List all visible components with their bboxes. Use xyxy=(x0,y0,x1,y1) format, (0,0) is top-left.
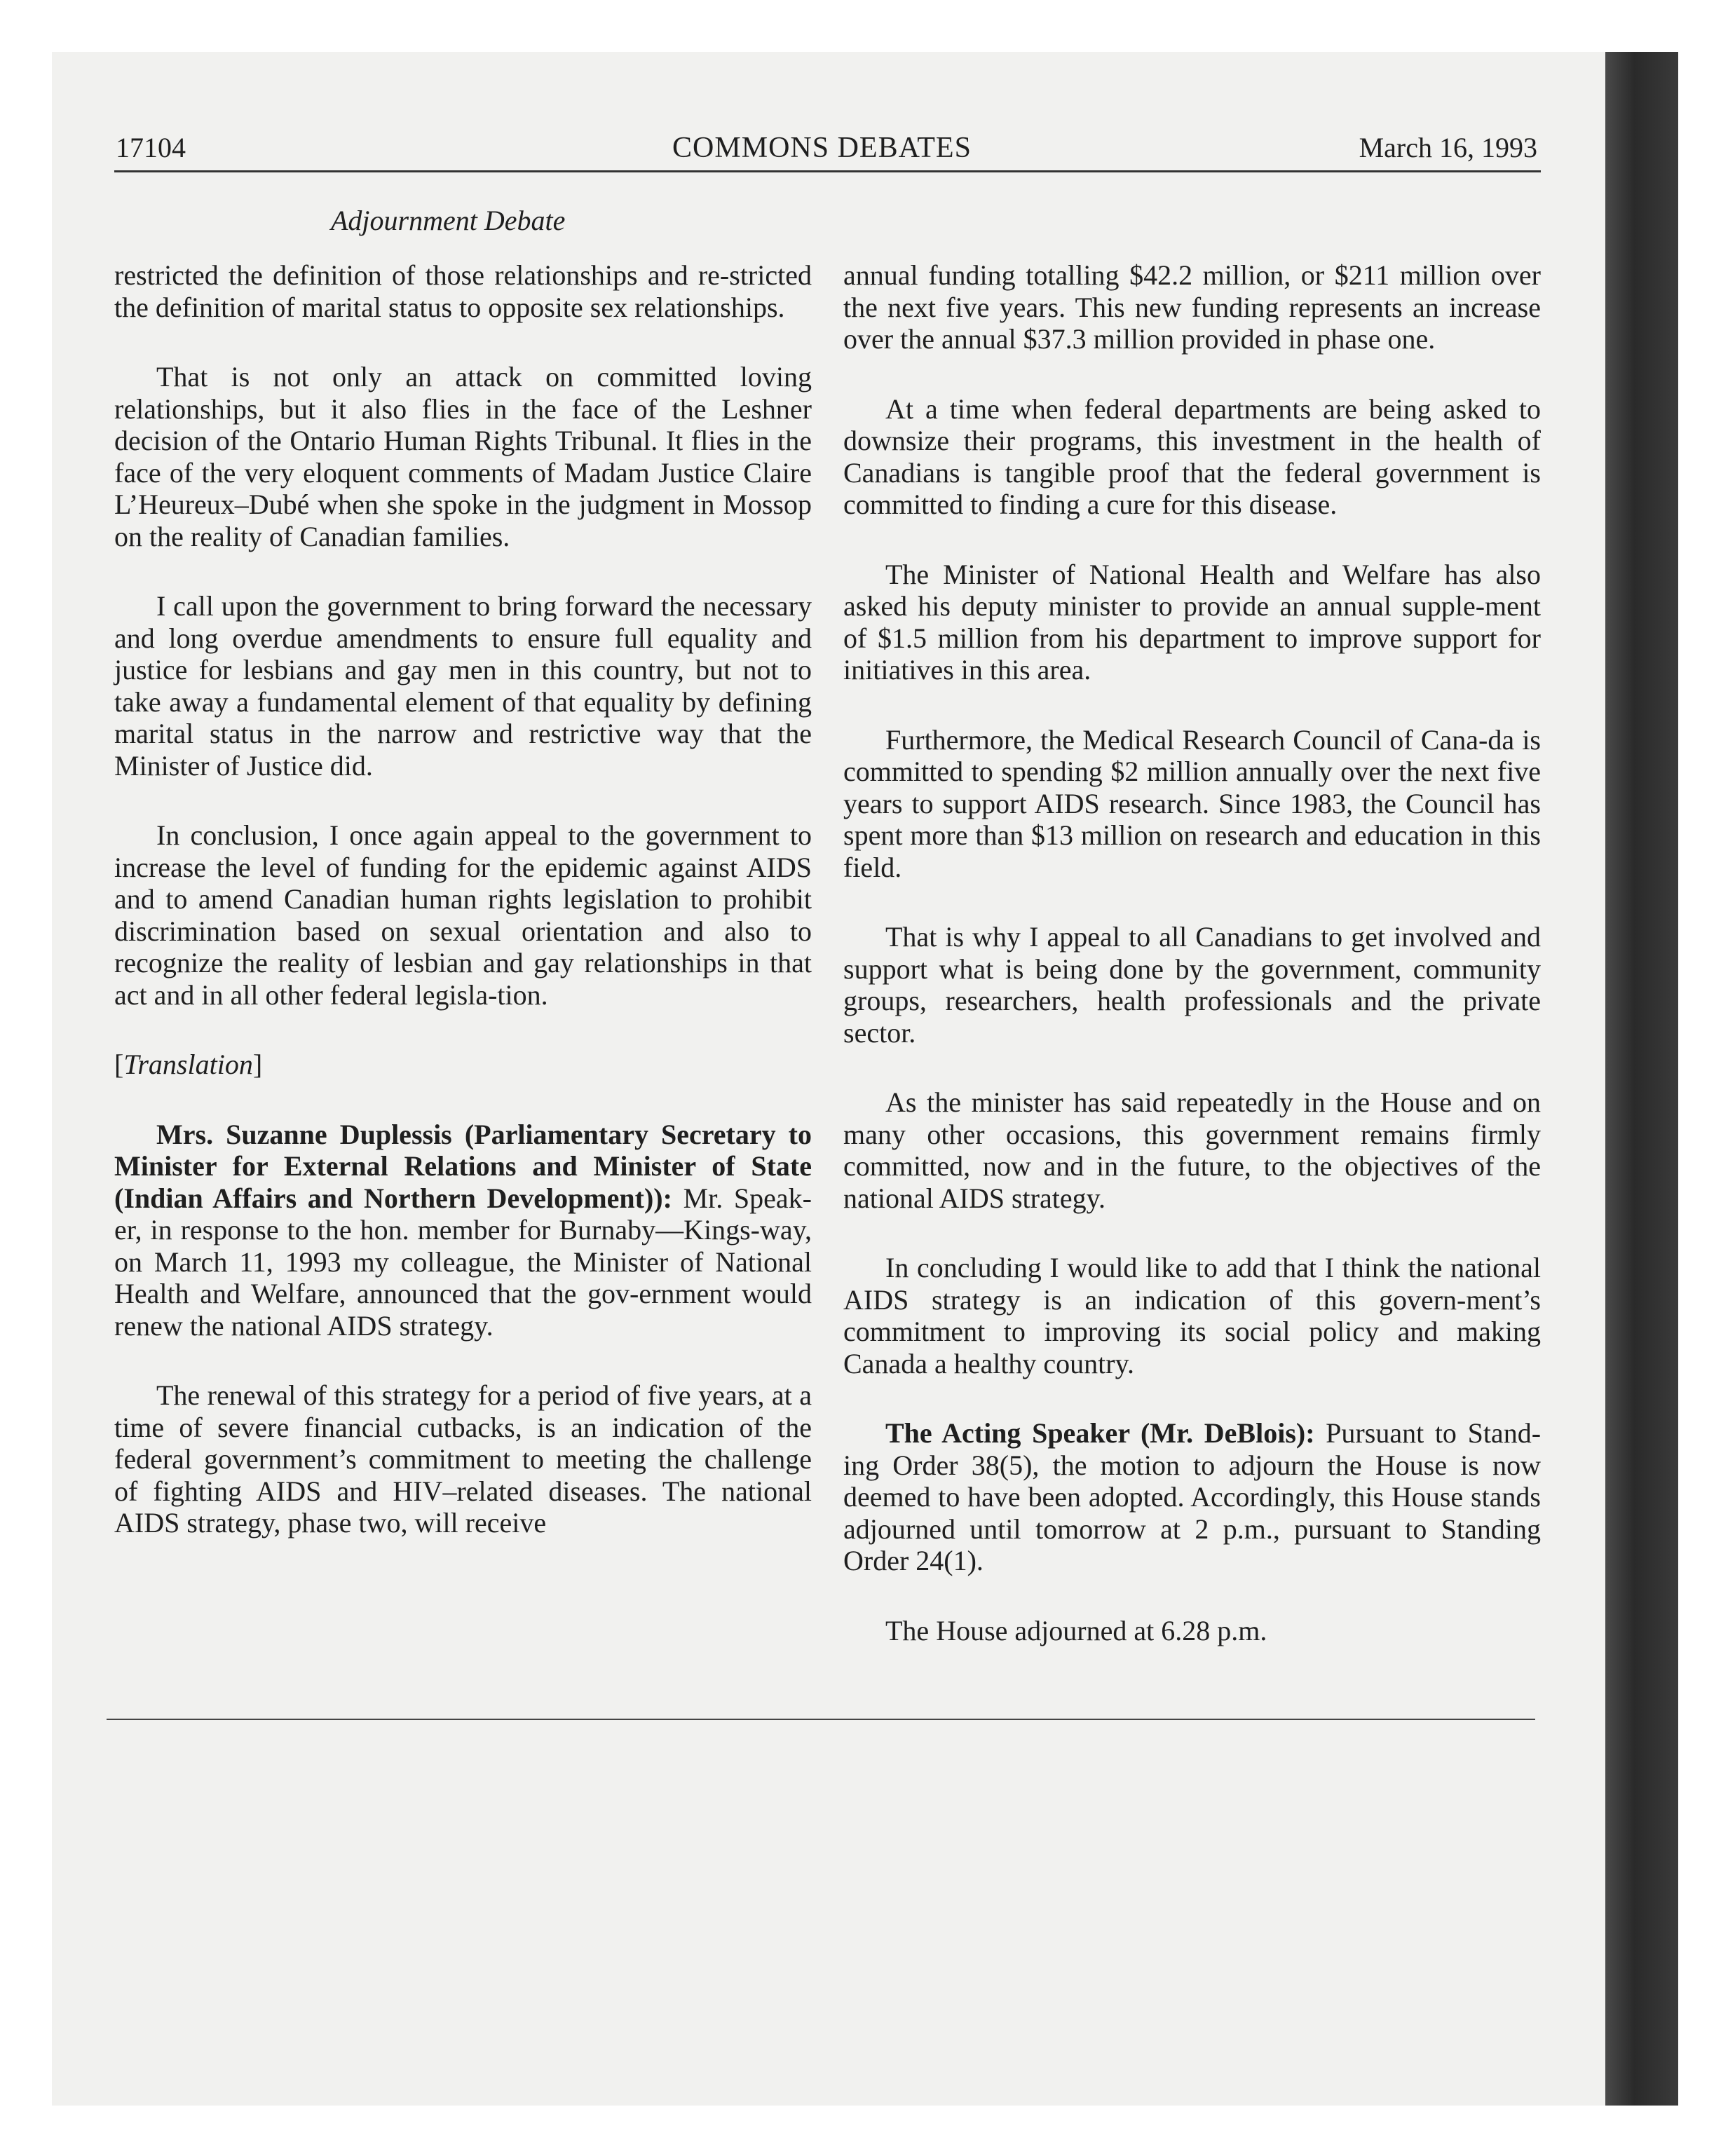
paragraph-speech xyxy=(114,1119,812,1342)
speech-text: Mr. Speak-er, in response to the hon. member for Burnaby—Kings-way, on March 11, 1993 my colleague, the Minister of National Health and Welfare, announced that the gov-ernment would renew the national AIDS strategy. xyxy=(114,1182,812,1342)
page-number: 17104 xyxy=(116,132,186,163)
page-date: March 16, 1993 xyxy=(1359,132,1537,163)
paragraph: The Minister of National Health and Welfare has also asked his deputy minister to provide an annual supple-ment of $1.5 million from his department to improve support for initiatives in this area. xyxy=(843,558,1541,685)
paragraph: The renewal of this strategy for a period of five years, at a time of severe financial cutbacks, is an indication of the federal government’s commitment to meeting the challenge of fighting AIDS and HIV–related diseases. The national AIDS strategy, phase two, will receive xyxy=(114,1379,812,1538)
paragraph: In conclusion, I once again appeal to the government to increase the level of funding for the epidemic against AIDS and to amend Canadian human rights legislation to prohibit discrimination based on sexual orientation and also to recognize the reality of lesbian and gay relationships in that act and in all other federal legisla-tion. xyxy=(114,819,812,1011)
speaker-name: The Acting Speaker (Mr. DeBlois): xyxy=(885,1417,1315,1449)
speech-text: Pursuant to Stand-ing Order 38(5), the motion to adjourn the House is now deemed to have been adopted. Accordingly, this House stands adjourned until tomorrow at 2 p.m., pursuant to Standing Order 24(1). xyxy=(843,1417,1542,1576)
right-column xyxy=(843,259,1541,1684)
paragraph: I call upon the government to bring forward the necessary and long overdue amendments to ensure full equality and justice for lesbians and gay men in this country, but not to take away a fundamental element of that equality by defining marital status in the narrow and restrictive way that the Minister of Justice did. xyxy=(114,590,812,782)
paragraph: annual funding totalling $42.2 million, or $211 million over the next five years. This new funding represents an increase over the annual $37.3 million provided in phase one. xyxy=(843,259,1541,355)
translation-label-text: Translation xyxy=(123,1049,253,1080)
paragraph: In concluding I would like to add that I think the national AIDS strategy is an indication of this govern-ment’s commitment to improving its social policy and making Canada a healthy country. xyxy=(843,1252,1541,1379)
paragraph: Furthermore, the Medical Research Council of Cana-da is committed to spending $2 million annually over the next five years to support AIDS research. Since 1983, the Council has spent more than $13 million on research and education in this field. xyxy=(843,723,1541,883)
paragraph: At a time when federal departments are being asked to downsize their programs, this investment in the health of Canadians is tangible proof that the federal government is committed to finding a cure for this disease. xyxy=(843,393,1541,520)
translation-label: [Translation] xyxy=(114,1049,263,1080)
paragraph-speech xyxy=(843,1417,1541,1577)
left-column xyxy=(114,259,812,1577)
paragraph: restricted the definition of those relationships and re-stricted the definition of marital status to opposite sex relationships. xyxy=(114,259,812,323)
section-title: Adjournment Debate xyxy=(331,205,566,236)
paragraph: That is not only an attack on committed loving relationships, but it also flies in the face of the Leshner decision of the Ontario Human Rights Tribunal. It flies in the face of the very eloquent comments of Madam Justice Claire L’Heureux–Dubé when she spoke in the judgment in Mossop on the reality of Canadian families. xyxy=(114,361,812,552)
paragraph: That is why I appeal to all Canadians to get involved and support what is being done by the government, community groups, researchers, health professionals and the private sector. xyxy=(843,921,1541,1049)
paragraph: As the minister has said repeatedly in the House and on many other occasions, this government remains firmly committed, now and in the future, to the objectives of the national AIDS strategy. xyxy=(843,1086,1541,1214)
scan-edge-shadow xyxy=(1605,52,1678,2106)
paragraph: The House adjourned at 6.28 p.m. xyxy=(885,1614,1267,1646)
footer-rule xyxy=(107,1719,1535,1720)
header-rule xyxy=(114,170,1541,172)
speaker-name: Mrs. Suzanne Duplessis (Parliamentary Secretary to Minister for External Relations and Minister of State (Indian Affairs and Northern Development)): xyxy=(114,1118,812,1214)
publication-title: COMMONS DEBATES xyxy=(672,132,972,164)
